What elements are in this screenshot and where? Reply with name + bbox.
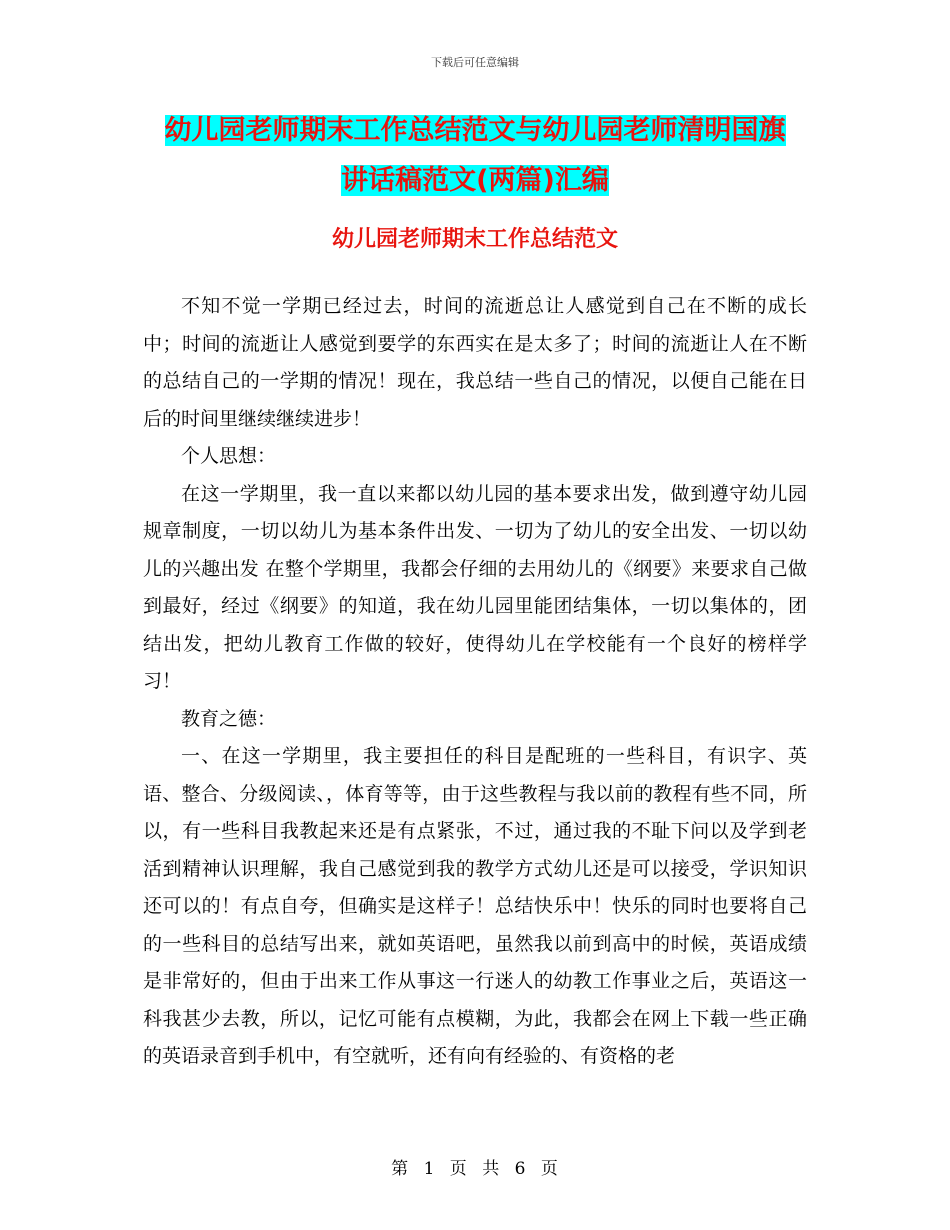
header-note: 下载后可任意编辑 [431, 56, 519, 69]
body-text [143, 288, 807, 1076]
document-title [150, 106, 800, 206]
paragraph: 在这一学期里，我一直以来都以幼儿园的基本要求出发，做到遵守幼儿园规章制度，一切以幼儿为基本条件出发、一切为了幼儿的安全出发、一切以幼儿的兴趣出发 在整个学期里，我都会仔细的去用幼儿的《纲要》来要求自己做到最好，经过《纲要》的知道，我在幼儿园里能团结集体，一切以集体的，团结出发，把幼儿教育工作做的较好，使得幼儿在学校能有一个良好的榜样学习！ [143, 482, 807, 692]
paragraph-heading: 个人思想： [181, 445, 277, 467]
document-title-line-1: 幼儿园老师期末工作总结范文与幼儿园老师清明国旗 [164, 115, 786, 146]
page-footer: 第 1 页 共 6 页 [391, 1159, 559, 1179]
paragraph: 不知不觉一学期已经过去，时间的流逝总让人感觉到自己在不断的成长中；时间的流逝让人感觉到要学的东西实在是太多了；时间的流逝让人在不断的总结自己的一学期的情况！现在，我总结一些自己的情况，以便自己能在日后的时间里继续继续进步！ [143, 295, 807, 430]
paragraph-heading: 教育之德： [181, 707, 277, 730]
paragraph: 一、在这一学期里，我主要担任的科目是配班的一些科目，有识字、英语、整合、分级阅读、，体育等等，由于这些教程与我以前的教程有些不同，所以，有一些科目我教起来还是有点紧张，不过，通过我的不耻下问以及学到老活到精神认识理解，我自己感觉到我的教学方式幼儿还是可以接受，学识知识还可以的！有点自夸，但确实是这样子！总结快乐中！快乐的同时也要将自己的一些科目的总结写出来，就如英语吧，虽然我以前到高中的时候，英语成绩是非常好的，但由于出来工作从事这一行迷人的幼教工作事业之后，英语这一科我甚少去教，所以，记忆可能有点模糊，为此，我都会在网上下载一些正确的英语录音到手机中，有空就听，还有向有经验的、有资格的老 [143, 745, 807, 1067]
document-title-line-2: 讲话稿范文(两篇)汇编 [341, 165, 609, 196]
section-title: 幼儿园老师期末工作总结范文 [331, 227, 618, 252]
